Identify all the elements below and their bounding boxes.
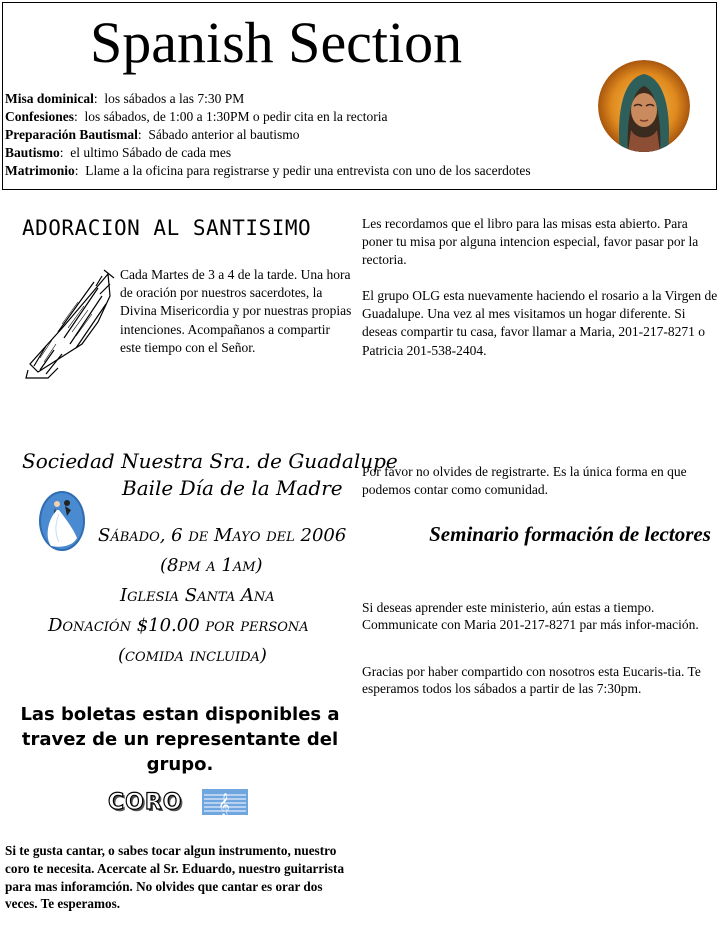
info-text: los sábados a las 7:30 PM — [97, 91, 245, 106]
info-text: Llame a la oficina para registrarse y pedir una entrevista con uno de los sacerdotes — [78, 163, 531, 178]
info-label: Preparación Bautismal — [5, 127, 138, 142]
info-label: Matrimonio — [5, 163, 75, 178]
svg-text:𝄞: 𝄞 — [218, 792, 230, 815]
baile-donacion: Donación $10.00 por persona — [48, 615, 309, 636]
info-row-preparacion: Preparación Bautismal: Sábado anterior al bautismo — [5, 127, 300, 142]
gracias-paragraph: Gracias por haber compartido con nosotros esta Eucaris-tia. Te esperamos todos los sábados a partir de las 7:30pm. — [362, 664, 701, 697]
baile-fecha: Sábado, 6 de Mayo del 2006 — [98, 525, 347, 546]
praying-hands-icon — [24, 266, 120, 382]
info-row-bautismo: Bautismo: el ultimo Sábado de cada mes — [5, 145, 232, 160]
info-row-misa: Misa dominical: los sábados a las 7:30 PM — [5, 91, 245, 106]
music-staff-icon — [202, 789, 248, 815]
virgin-guadalupe-icon — [598, 60, 690, 152]
sociedad-title: Sociedad Nuestra Sra. de Guadalupe — [22, 449, 398, 473]
info-text: Sábado anterior al bautismo — [141, 127, 300, 142]
dancing-couple-icon — [37, 490, 87, 552]
info-row-matrimonio: Matrimonio: Llame a la oficina para registrarse y pedir una entrevista con uno de los sacerdotes — [5, 163, 531, 178]
page-title: Spanish Section — [90, 10, 463, 75]
info-label: Confesiones — [5, 109, 75, 124]
info-label: Bautismo — [5, 145, 60, 160]
registro-paragraph: Por favor no olvides de registrarte. Es la única forma en que podemos contar como comunidad. — [362, 464, 687, 498]
olg-paragraph: El grupo OLG esta nuevamente haciendo el rosario a la Virgen de Guadalupe. Una vez al mes visitamos un hogar diferente. Si deseas compartir tu casa, favor llamar a Maria, 201-217-8271 o Patricia 201-538-2404. — [362, 288, 718, 358]
info-label: Misa dominical — [5, 91, 94, 106]
info-text: el ultimo Sábado de cada mes — [63, 145, 232, 160]
coro-text: Si te gusta cantar, o sabes tocar algun instrumento, nuestro coro te necesita. Acercate al Sr. Eduardo, nuestro guitarrista para mas inforamción. No olvides que cantar es orar dos veces. Te esperamos. — [5, 843, 345, 912]
seminario-paragraph: Si deseas aprender este ministerio, aún estas a tiempo. Communicate con Maria 201-217-8271 par más infor-mación. — [362, 600, 699, 633]
seminario-title: Seminario formación de lectores — [429, 522, 711, 546]
baile-lugar: Iglesia Santa Ana — [120, 585, 275, 606]
info-text: los sábados, de 1:00 a 1:30PM o pedir cita en la rectoria — [77, 109, 388, 124]
misas-paragraph: Les recordamos que el libro para las misas esta abierto. Para poner tu misa por alguna intencion especial, favor pasar por la rectoria. — [362, 216, 699, 268]
baile-hora: (8pm a 1am) — [160, 555, 263, 576]
info-row-confesiones: Confesiones: los sábados, de 1:00 a 1:30PM o pedir cita en la rectoria — [5, 109, 388, 124]
adoracion-text: Cada Martes de 3 a 4 de la tarde. Una hora de oración por nuestros sacerdotes, la Divina Misericordia y por nuestras propias intenciones. Acompañanos a compartir este tiempo con el Señor. — [120, 267, 352, 355]
baile-comida: (comida incluida) — [118, 645, 267, 666]
coro-title: CORO — [108, 790, 183, 815]
adoracion-title: ADORACION AL SANTISIMO — [22, 216, 312, 240]
baile-title: Baile Día de la Madre — [122, 476, 343, 500]
boletas-notice: Las boletas estan disponibles a travez de un representante del grupo. — [20, 704, 340, 775]
